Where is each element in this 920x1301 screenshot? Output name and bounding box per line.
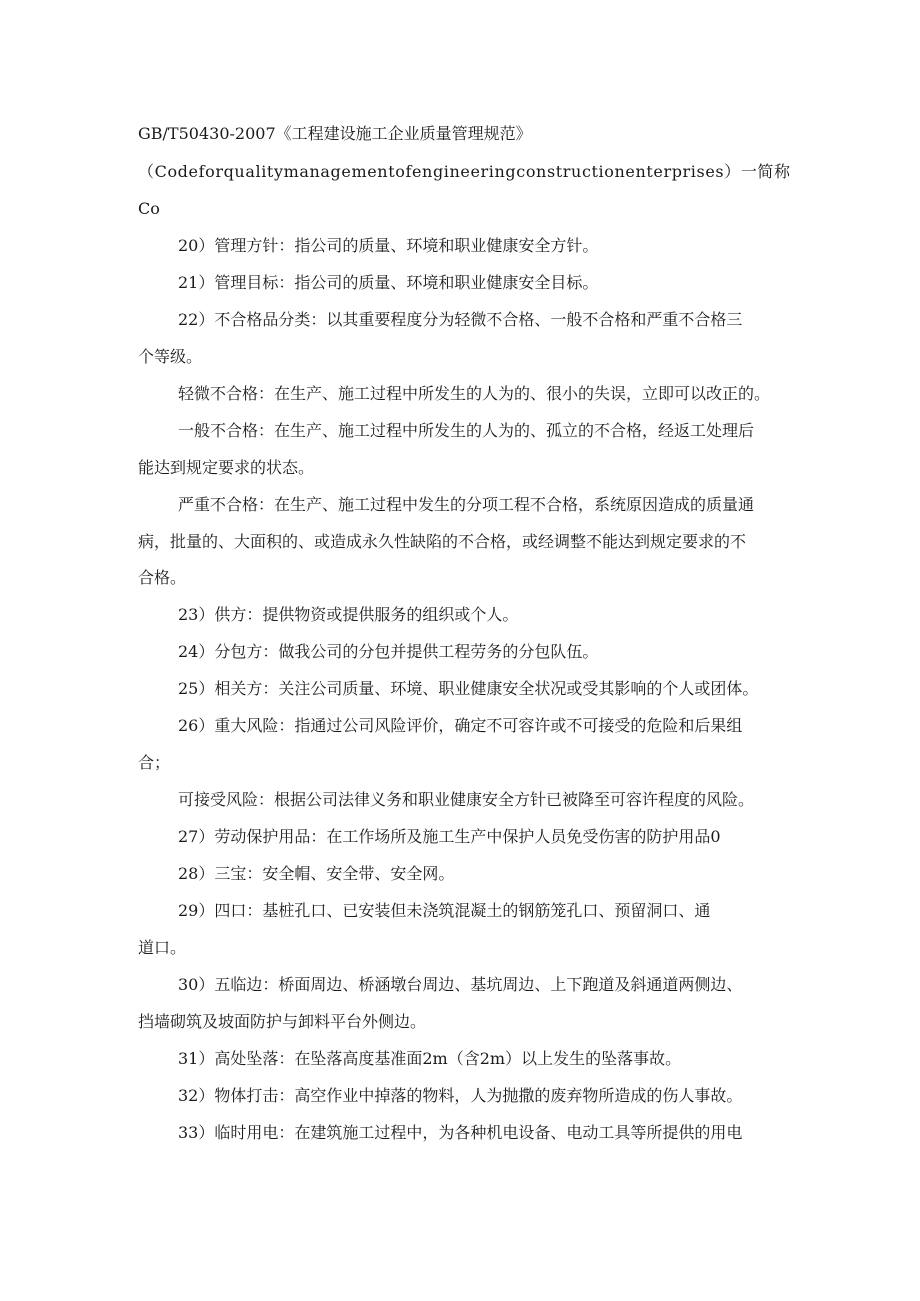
serious-nonconformity: 严重不合格：在生产、施工过程中发生的分项工程不合格，系统原因造成的质量通 [178,495,755,514]
item-23: 23）供方：提供物资或提供服务的组织或个人。 [178,605,519,624]
item-28: 28）三宝：安全帽、安全带、安全网。 [178,864,455,883]
minor-nonconformity: 轻微不合格：在生产、施工过程中所发生的人为的、很小的失误，立即可以改正的。 [178,384,771,403]
item-24: 24）分包方：做我公司的分包并提供工程劳务的分包队伍。 [178,642,599,661]
item-25: 25）相关方：关注公司质量、环境、职业健康安全状况或受其影响的个人或团体。 [178,679,759,698]
item-27: 27）劳动保护用品：在工作场所及施工生产中保护人员免受伤害的防护用品0 [178,827,721,846]
item-22: 22）不合格品分类：以其重要程度分为轻微不合格、一般不合格和严重不合格三 [178,310,743,329]
item-32: 32）物体打击：高空作业中掉落的物料，人为抛撒的废弃物所造成的伤人事故。 [178,1086,743,1105]
item-29: 29）四口：基桩孔口、已安装但未浇筑混凝土的钢筋笼孔口、预留洞口、通 [178,901,711,920]
abbreviation-line: Co [138,199,160,218]
item-30-cont: 挡墙砌筑及坡面防护与卸料平台外侧边。 [138,1012,427,1031]
general-nonconformity: 一般不合格：在生产、施工过程中所发生的人为的、孤立的不合格，经返工处理后 [178,421,755,440]
acceptable-risk: 可接受风险：根据公司法律义务和职业健康安全方针已被降至可容许程度的风险。 [178,790,755,809]
item-30: 30）五临边：桥面周边、桥涵墩台周边、基坑周边、上下跑道及斜通道两侧边、 [178,975,743,994]
standard-reference-line: GB/T50430-2007《工程建设施工企业质量管理规范》 [138,124,532,143]
item-20: 20）管理方针：指公司的质量、环境和职业健康安全方针。 [178,236,599,255]
item-21: 21）管理目标：指公司的质量、环境和职业健康安全目标。 [178,273,599,292]
general-nonconformity-cont: 能达到规定要求的状态。 [138,458,315,477]
item-26-cont: 合； [138,753,171,772]
item-29-cont: 道口。 [138,938,187,957]
item-31: 31）高处坠落：在坠落高度基准面2m（含2m）以上发生的坠落事故。 [178,1049,682,1068]
item-26: 26）重大风险：指通过公司风险评价，确定不可容许或不可接受的危险和后果组 [178,716,743,735]
serious-nonconformity-cont-1: 病，批量的、大面积的、或造成永久性缺陷的不合格，或经调整不能达到规定要求的不 [138,532,747,551]
serious-nonconformity-cont-2: 合格。 [138,568,187,587]
item-22-cont: 个等级。 [138,347,203,366]
english-title-line: （Codeforqualitymanagementofengineeringconstructionenterprises）一简称 [138,162,791,181]
item-33: 33）临时用电：在建筑施工过程中，为各种机电设备、电动工具等所提供的用电 [178,1123,743,1142]
